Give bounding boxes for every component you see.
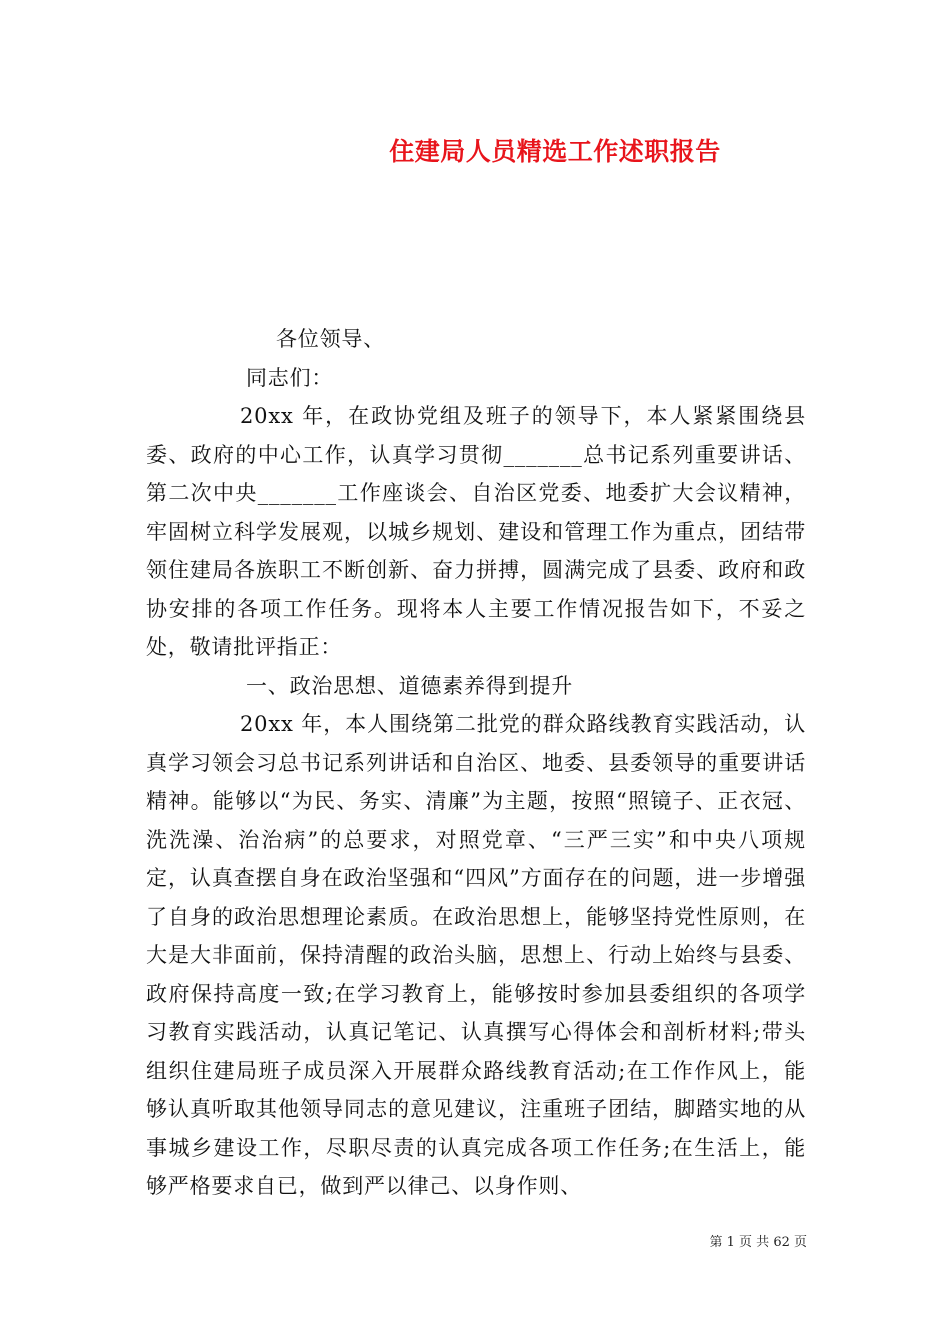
document-body bbox=[146, 320, 806, 1206]
page-number-footer: 第 1 页 共 62 页 bbox=[709, 1235, 807, 1250]
section-heading-1: 一、政治思想、道德素养得到提升 bbox=[246, 673, 573, 698]
salutation-comrades: 同志们： bbox=[246, 365, 334, 390]
paragraph-political-thought: 20xx 年，本人围绕第二批党的群众路线教育实践活动，认真学习领会习总书记系列讲话和自治区、地委、县委领导的重要讲话精神。能够以“为民、务实、清廉”为主题，按照“照镜子、正衣冠、洗洗澡、治治病”的总要求，对照党章、“三严三实”和中央八项规定，认真查摆自身在政治坚强和“四风”方面存在的问题，进一步增强了自身的政治思想理论素质。在政治思想上，能够坚持党性原则，在大是大非面前，保持清醒的政治头脑，思想上、行动上始终与县委、政府保持高度一致;在学习教育上，能够按时参加县委组织的各项学习教育实践活动，认真记笔记、认真撰写心得体会和剖析材料;带头组织住建局班子成员深入开展群众路线教育活动;在工作作风上，能够认真听取其他领导同志的意见建议，注重班子团结，脚踏实地的从事城乡建设工作，尽职尽责的认真完成各项工作任务;在生活上，能够严格要求自已，做到严以律己、以身作则、 bbox=[146, 712, 806, 1198]
page-title: 住建局人员精选工作述职报告 bbox=[389, 137, 721, 166]
paragraph-intro: 20xx 年，在政协党组及班子的领导下，本人紧紧围绕县委、政府的中心工作，认真学习贯彻_______总书记系列重要讲话、第二次中央_______工作座谈会、自治区党委、地委扩大会议精神，牢固树立科学发展观，以城乡规划、建设和管理工作为重点，团结带领住建局各族职工不断创新、奋力拼搏，圆满完成了县委、政府和政协安排的各项工作任务。现将本人主要工作情况报告如下，不妥之处，敬请批评指正： bbox=[146, 404, 806, 659]
salutation-leaders: 各位领导、 bbox=[276, 327, 385, 351]
